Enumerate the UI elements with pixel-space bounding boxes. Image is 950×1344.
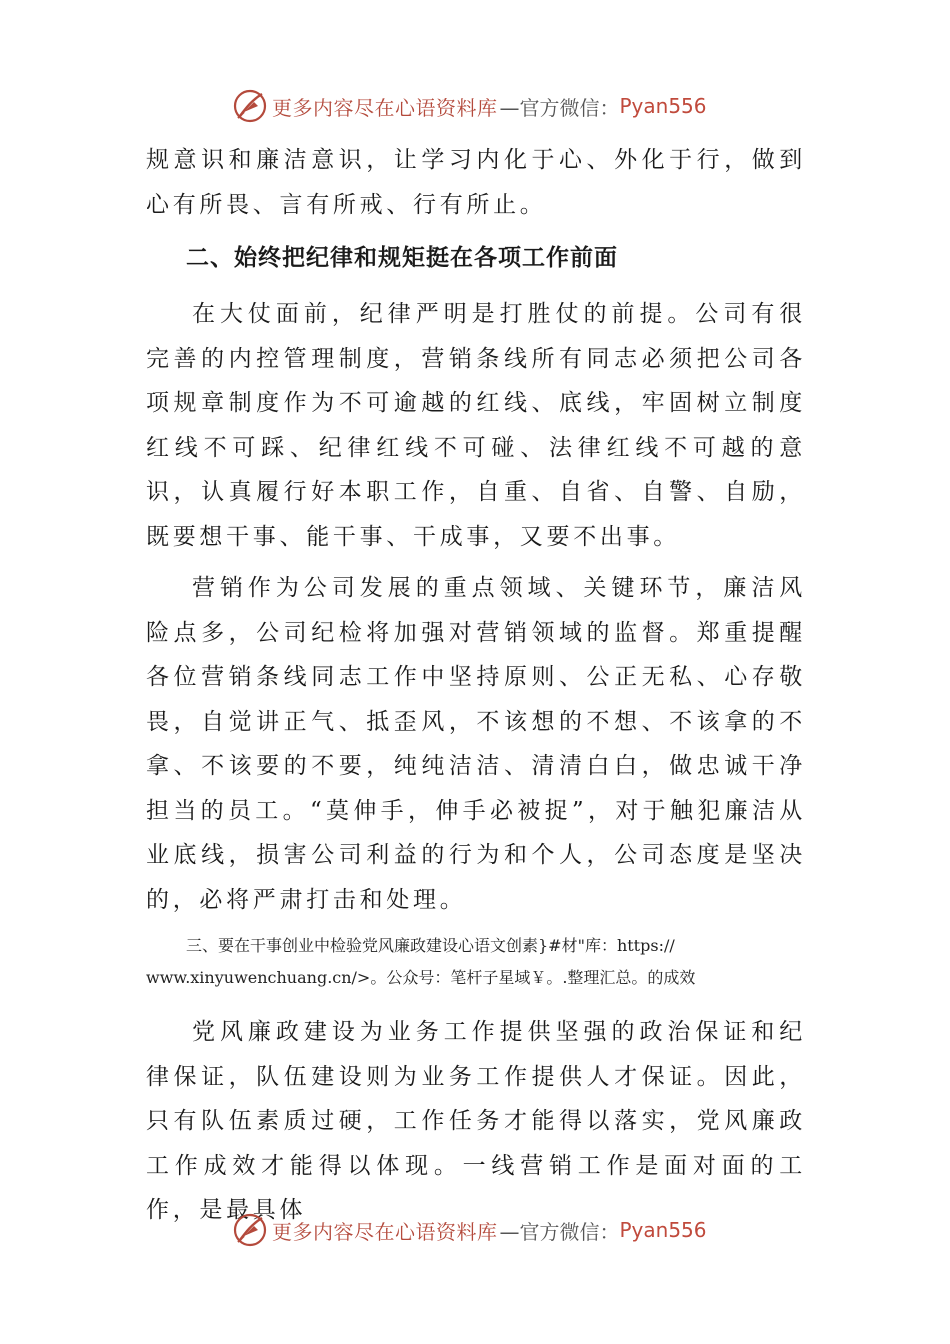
banner-separator: —官方微信： xyxy=(499,1219,620,1244)
section-heading-3 xyxy=(146,930,816,994)
heading-3-line-2: www.xinyuwenchuang.cn/>。公众号：笔杆子星域￥。.整理汇总。的成效 xyxy=(146,968,696,987)
banner-separator: —官方微信： xyxy=(499,95,620,120)
quill-logo-icon xyxy=(232,88,268,124)
paragraph-1: 规意识和廉洁意识，让学习内化于心、外化于行，做到心有所畏、言有所戒、行有所止。 xyxy=(146,147,806,218)
banner-text: 更多内容尽在心语资料库 xyxy=(272,95,498,120)
heading-3-line-1: 三、要在干事创业中检验党风廉政建设心语文创素}#材"库：https:// xyxy=(186,936,675,955)
paragraph-2: 在大仗面前，纪律严明是打胜仗的前提。公司有很完善的内控管理制度，营销条线所有同志必须把公司各项规章制度作为不可逾越的红线、底线，牢固树立制度红线不可踩、纪律红线不可碰、法律红线不可越的意识，认真履行好本职工作，自重、自省、自警、自励，既要想干事、能干事、干成事，又要不出事。 xyxy=(146,301,806,550)
wechat-id: Pyan556 xyxy=(619,94,707,118)
footer-banner xyxy=(232,1210,707,1250)
paragraph-4: 党风廉政建设为业务工作提供坚强的政治保证和纪律保证，队伍建设则为业务工作提供人才保证。因此，只有队伍素质过硬，工作任务才能得以落实，党风廉政工作成效才能得以体现。一线营销工作是面对面的工作，是最具体 xyxy=(146,1019,806,1223)
banner-text: 更多内容尽在心语资料库 xyxy=(272,1219,498,1244)
section-heading-2: 二、始终把纪律和规矩挺在各项工作前面 xyxy=(186,245,618,271)
quill-logo-icon xyxy=(232,1212,268,1248)
header-banner xyxy=(232,86,707,126)
paragraph-3: 营销作为公司发展的重点领域、关键环节，廉洁风险点多，公司纪检将加强对营销领域的监督。郑重提醒各位营销条线同志工作中坚持原则、公正无私、心存敬畏，自觉讲正气、抵歪风，不该想的不想、不该拿的不拿、不该要的不要，纯纯洁洁、清清白白，做忠诚干净担当的员工。“莫伸手，伸手必被捉”，对于触犯廉洁从业底线，损害公司利益的行为和个人，公司态度是坚决的，必将严肃打击和处理。 xyxy=(146,575,806,913)
wechat-id: Pyan556 xyxy=(619,1218,707,1242)
